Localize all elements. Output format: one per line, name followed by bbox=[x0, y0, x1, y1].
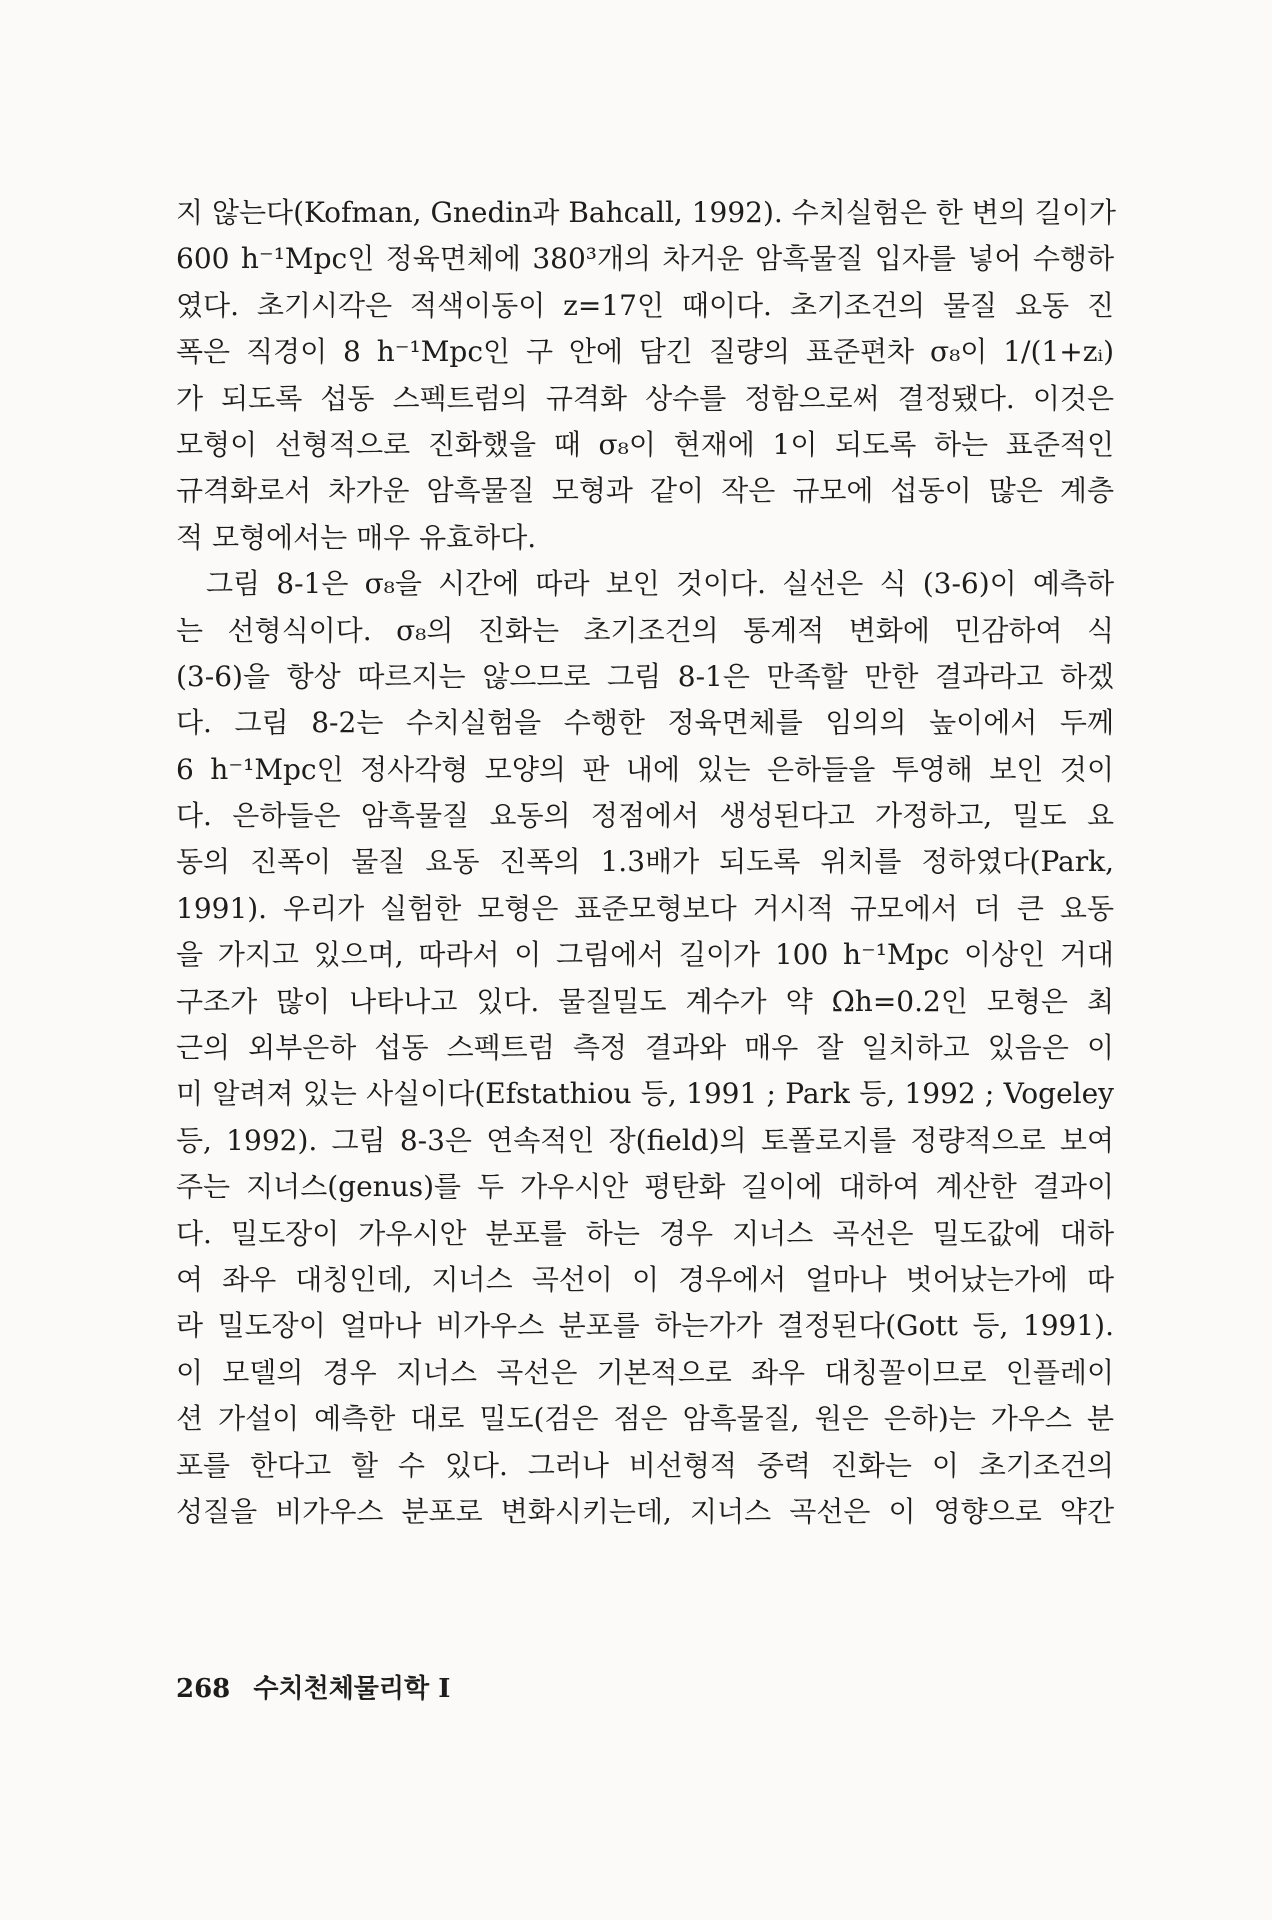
body-line: 적 모형에서는 매우 유효하다. bbox=[176, 520, 537, 554]
body-line: 6 h⁻¹Mpc인 정사각형 모양의 판 내에 있는 은하들을 투영해 보인 것이 bbox=[176, 752, 1114, 786]
body-line: 는 선형식이다. σ₈의 진화는 초기조건의 통계적 변화에 민감하여 식 bbox=[176, 613, 1114, 647]
body-line: 지 않는다(Kofman, Gnedin과 Bahcall, 1992). 수치실험은 한 변의 길이가 bbox=[176, 196, 1116, 229]
body-line: 성질을 비가우스 분포로 변화시키는데, 지너스 곡선은 이 영향으로 약간 bbox=[176, 1494, 1114, 1528]
body-line: 을 가지고 있으며, 따라서 이 그림에서 길이가 100 h⁻¹Mpc 이상인 거대 bbox=[176, 938, 1114, 972]
page-footer bbox=[176, 1668, 450, 1705]
body-line: 1991). 우리가 실험한 모형은 표준모형보다 거시적 규모에서 더 큰 요동 bbox=[176, 891, 1114, 925]
body-line: 다. 밀도장이 가우시안 분포를 하는 경우 지너스 곡선은 밀도값에 대하 bbox=[176, 1216, 1114, 1250]
body-text bbox=[176, 190, 1114, 1535]
body-line: 포를 한다고 할 수 있다. 그러나 비선형적 중력 진화는 이 초기조건의 bbox=[176, 1448, 1114, 1482]
body-line: 였다. 초기시각은 적색이동이 z=17인 때이다. 초기조건의 물질 요동 진 bbox=[176, 288, 1114, 322]
body-line: (3-6)을 항상 따르지는 않으므로 그림 8-1은 만족할 만한 결과라고 하겠 bbox=[176, 659, 1114, 693]
body-line: 여 좌우 대칭인데, 지너스 곡선이 이 경우에서 얼마나 벗어났는가에 따 bbox=[176, 1262, 1114, 1296]
running-title: 수치천체물리학 I bbox=[253, 1674, 451, 1704]
body-line: 미 알려져 있는 사실이다(Efstathiou 등, 1991 ; Park 등, 1992 ; Vogeley bbox=[176, 1077, 1114, 1111]
body-line: 구조가 많이 나타나고 있다. 물질밀도 계수가 약 Ωh=0.2인 모형은 최 bbox=[176, 984, 1114, 1018]
body-line: 이 모델의 경우 지너스 곡선은 기본적으로 좌우 대칭꼴이므로 인플레이 bbox=[176, 1355, 1114, 1389]
body-line: 션 가설이 예측한 대로 밀도(검은 점은 암흑물질, 원은 은하)는 가우스 분 bbox=[176, 1402, 1114, 1436]
body-line: 동의 진폭이 물질 요동 진폭의 1.3배가 되도록 위치를 정하였다(Park, bbox=[176, 845, 1114, 879]
body-line: 600 h⁻¹Mpc인 정육면체에 380³개의 차거운 암흑물질 입자를 넣어 수행하 bbox=[176, 242, 1114, 276]
body-line: 주는 지너스(genus)를 두 가우시안 평탄화 길이에 대하여 계산한 결과이 bbox=[176, 1170, 1114, 1204]
body-line: 근의 외부은하 섭동 스펙트럼 측정 결과와 매우 잘 일치하고 있음은 이 bbox=[176, 1031, 1114, 1065]
body-line: 다. 은하들은 암흑물질 요동의 정점에서 생성된다고 가정하고, 밀도 요 bbox=[176, 799, 1114, 833]
body-line: 등, 1992). 그림 8-3은 연속적인 장(field)의 토폴로지를 정량적으로 보여 bbox=[176, 1123, 1114, 1157]
body-line: 모형이 선형적으로 진화했을 때 σ₈이 현재에 1이 되도록 하는 표준적인 bbox=[176, 427, 1114, 461]
body-line: 가 되도록 섭동 스펙트럼의 규격화 상수를 정함으로써 결정됐다. 이것은 bbox=[176, 381, 1114, 415]
body-line: 라 밀도장이 얼마나 비가우스 분포를 하는가가 결정된다(Gott 등, 1991). bbox=[176, 1309, 1114, 1343]
page-number: 268 bbox=[176, 1674, 231, 1704]
body-line: 그림 8-1은 σ₈을 시간에 따라 보인 것이다. 실선은 식 (3-6)이 예측하 bbox=[206, 567, 1114, 601]
body-line: 폭은 직경이 8 h⁻¹Mpc인 구 안에 담긴 질량의 표준편차 σ₈이 1/(1+zᵢ) bbox=[176, 335, 1114, 369]
body-line: 다. 그림 8-2는 수치실험을 수행한 정육면체를 임의의 높이에서 두께 bbox=[176, 706, 1114, 740]
body-line: 규격화로서 차가운 암흑물질 모형과 같이 작은 규모에 섭동이 많은 계층 bbox=[176, 474, 1114, 508]
